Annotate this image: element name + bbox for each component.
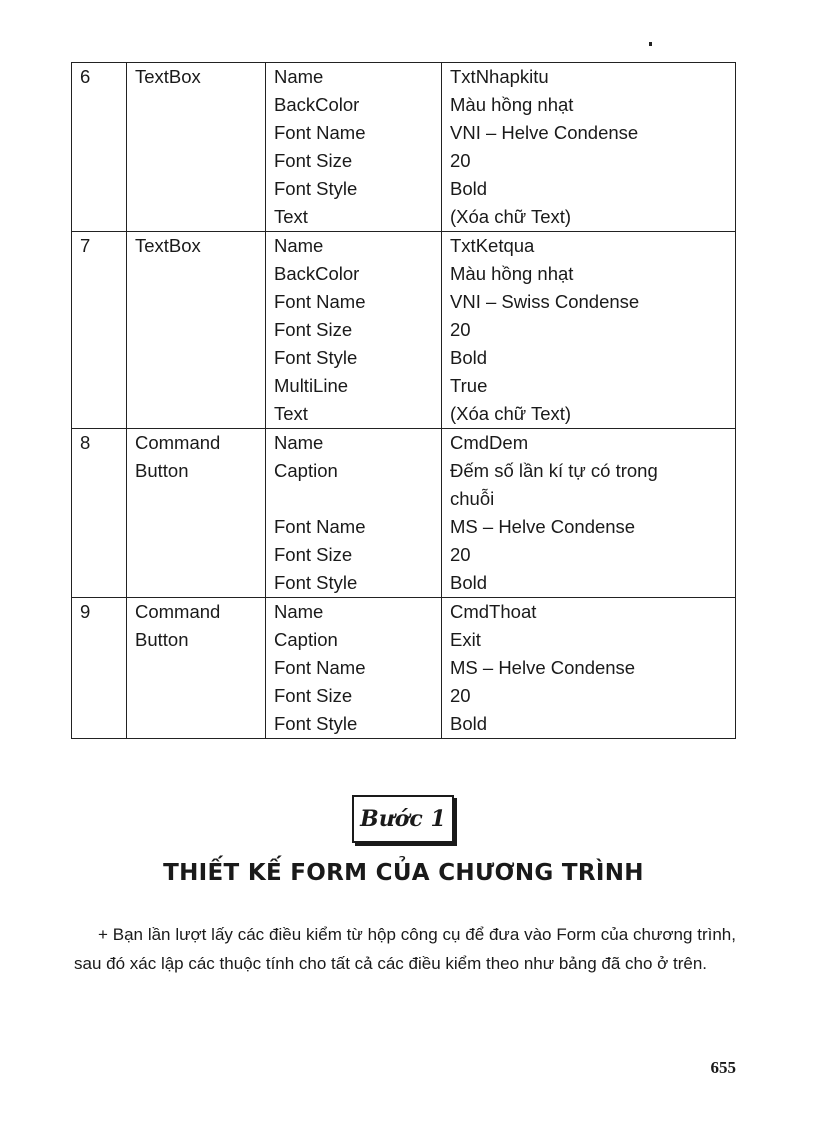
property-value: CmdThoat (450, 601, 537, 622)
property-value: True (450, 375, 488, 396)
property-value: CmdDem (450, 432, 529, 453)
table-row (72, 598, 736, 739)
properties-table-body (72, 63, 736, 739)
property-value: Bold (450, 347, 488, 368)
property-name: Font Name (274, 657, 366, 678)
control-type-cell (127, 63, 266, 232)
property-value-cell (442, 429, 736, 598)
property-value: Bold (450, 713, 488, 734)
property-name: Font Name (274, 516, 366, 537)
instruction-paragraph: + Bạn lần lượt lấy các điều kiểm từ hộp công cụ để đưa vào Form của chương trình, sau đó xác lập các thuộc tính cho tất cả các điều kiểm theo như bảng đã cho ở trên. (74, 925, 736, 973)
property-value: Exit (450, 629, 481, 650)
property-value: Màu hồng nhạt (450, 263, 574, 284)
property-name: Font Size (274, 544, 353, 565)
row-number: 9 (72, 598, 127, 739)
property-name: Font Style (274, 572, 358, 593)
property-value: TxtNhapkitu (450, 66, 549, 87)
property-value: Bold (450, 178, 488, 199)
control-type: Command (135, 601, 221, 622)
property-value: TxtKetqua (450, 235, 535, 256)
property-value: MS – Helve Condense (450, 657, 636, 678)
control-type: Button (135, 460, 189, 481)
property-value-cell (442, 598, 736, 739)
section-heading: THIẾT KẾ FORM CỦA CHƯƠNG TRÌNH (163, 860, 644, 886)
control-type: TextBox (135, 235, 201, 256)
property-value: 20 (450, 150, 471, 171)
property-name: Font Style (274, 713, 358, 734)
property-name-cell (266, 63, 442, 232)
stray-mark (649, 42, 652, 46)
property-name: Name (274, 601, 324, 622)
property-name: Caption (274, 460, 338, 481)
row-number: 7 (72, 232, 127, 429)
control-type: Button (135, 629, 189, 650)
control-type-cell (127, 598, 266, 739)
property-name: Name (274, 66, 324, 87)
table-row (72, 429, 736, 598)
property-name: BackColor (274, 94, 360, 115)
property-name-cell (266, 232, 442, 429)
row-number: 8 (72, 429, 127, 598)
control-type-cell (127, 232, 266, 429)
property-name: Text (274, 403, 308, 424)
property-name: Font Size (274, 150, 353, 171)
property-name: Font Name (274, 122, 366, 143)
property-name-cell (266, 429, 442, 598)
row-number: 6 (72, 63, 127, 232)
control-type: Command (135, 432, 221, 453)
property-value: chuỗi (450, 488, 495, 509)
page-number: 655 (710, 1058, 736, 1077)
property-name: Font Size (274, 319, 353, 340)
step-label: Bước 1 (352, 795, 454, 843)
control-type-cell (127, 429, 266, 598)
properties-table (71, 62, 736, 739)
property-value: (Xóa chữ Text) (450, 403, 572, 424)
property-name: Name (274, 235, 324, 256)
property-name: Font Style (274, 178, 358, 199)
property-value: (Xóa chữ Text) (450, 206, 572, 227)
property-value: Bold (450, 572, 488, 593)
property-name: Caption (274, 629, 338, 650)
property-value-cell (442, 63, 736, 232)
control-type: TextBox (135, 66, 201, 87)
property-value: MS – Helve Condense (450, 516, 636, 537)
property-value: 20 (450, 319, 471, 340)
property-name: Font Style (274, 347, 358, 368)
property-value: Đếm số lần kí tự có trong (450, 460, 658, 481)
property-value: 20 (450, 544, 471, 565)
property-name-cell (266, 598, 442, 739)
property-value: 20 (450, 685, 471, 706)
property-name: MultiLine (274, 375, 349, 396)
property-value: Màu hồng nhạt (450, 94, 574, 115)
property-name: Font Name (274, 291, 366, 312)
property-name: BackColor (274, 263, 360, 284)
property-value: VNI – Helve Condense (450, 122, 639, 143)
table-row (72, 63, 736, 232)
property-name: Text (274, 206, 308, 227)
property-name (274, 485, 441, 513)
property-name: Font Size (274, 685, 353, 706)
table-row (72, 232, 736, 429)
property-value-cell (442, 232, 736, 429)
property-name: Name (274, 432, 324, 453)
property-value: VNI – Swiss Condense (450, 291, 640, 312)
